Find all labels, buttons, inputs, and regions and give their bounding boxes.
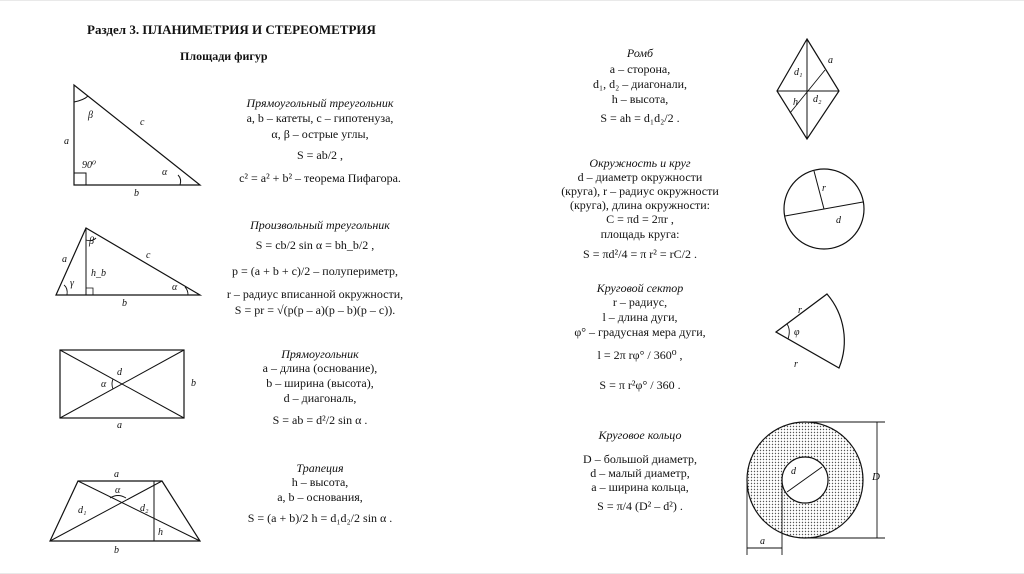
right-triangle-line-1: a, b – катеты, c – гипотенуза, bbox=[246, 111, 394, 125]
trapezoid-label-b: b bbox=[114, 545, 119, 556]
ring-label-a: a bbox=[760, 536, 765, 547]
sector-label-phi: φ bbox=[794, 327, 800, 338]
rectangle-label-alpha: α bbox=[101, 379, 107, 390]
sector-line-3: φ° – градусная мера дуги, bbox=[574, 325, 706, 339]
arbitrary-triangle-figure bbox=[50, 220, 210, 310]
sector-label-r1: r bbox=[798, 305, 802, 316]
rhombus-line-4: S = ah = d₁d₂/2 . bbox=[600, 111, 680, 125]
circle-line-2: (круга), r – радиус окружности bbox=[561, 184, 719, 198]
circle-label-d: d bbox=[836, 215, 841, 226]
arbitrary-triangle-line-4: S = pr = √(p(p – a)(p – b)(p – c)). bbox=[234, 303, 396, 317]
right-triangle-label-c: c bbox=[140, 117, 145, 128]
right-triangle-line-4: c² = a² + b² – теорема Пифагора. bbox=[239, 171, 401, 185]
rectangle-label-b: b bbox=[191, 378, 196, 389]
right-triangle-label-a: a bbox=[64, 136, 69, 147]
arbitrary-triangle-title: Произвольный треугольник bbox=[250, 218, 390, 232]
rhombus-title: Ромб bbox=[626, 46, 654, 60]
rhombus-line-2: d₁, d₂ – диагонали, bbox=[592, 77, 688, 91]
ring-line-4: S = π/4 (D² – d²) . bbox=[597, 499, 683, 513]
ring-figure bbox=[735, 410, 895, 560]
sector-label-r2: r bbox=[794, 359, 798, 370]
rectangle-figure bbox=[55, 345, 205, 435]
rectangle-line-3: d – диагональ, bbox=[283, 391, 357, 405]
sector-line-1: r – радиус, bbox=[612, 295, 668, 309]
trapezoid-label-d1: d₁ bbox=[78, 505, 87, 516]
arbitrary-triangle-line-2: p = (a + b + c)/2 – полупериметр, bbox=[231, 264, 398, 278]
rectangle-label-d: d bbox=[117, 367, 122, 378]
rectangle-line-1: a – длина (основание), bbox=[262, 361, 378, 375]
right-triangle-label-alpha: α bbox=[162, 167, 168, 178]
arbitrary-triangle-line-1: S = cb/2 sin α = bh_b/2 , bbox=[255, 238, 375, 252]
rectangle-line-4: S = ab = d²/2 sin α . bbox=[272, 413, 368, 427]
trapezoid-label-alpha: α bbox=[115, 485, 121, 496]
rectangle-line-2: b – ширина (высота), bbox=[266, 376, 374, 390]
sector-line-5: S = π r²φ° / 360 . bbox=[599, 378, 681, 392]
rhombus-label-d2: d₂ bbox=[813, 94, 822, 105]
right-triangle-title: Прямоугольный треугольник bbox=[246, 96, 394, 110]
trapezoid-label-h: h bbox=[158, 527, 163, 538]
trapezoid-line-2: a, b – основания, bbox=[277, 490, 363, 504]
circle-figure bbox=[780, 165, 870, 255]
trapezoid-figure bbox=[40, 465, 210, 555]
subtitle: Площади фигур bbox=[180, 49, 268, 63]
sector-line-4: l = 2π rφ° / 360⁰ , bbox=[597, 348, 683, 362]
circle-line-1: d – диаметр окружности bbox=[577, 170, 703, 184]
trapezoid-line-3: S = (a + b)/2 h = d₁d₂/2 sin α . bbox=[247, 511, 393, 525]
ring-label-D: D bbox=[872, 471, 880, 483]
arbitrary-triangle-label-beta: β bbox=[89, 236, 94, 247]
sector-title: Круговой сектор bbox=[596, 281, 684, 295]
arbitrary-triangle-label-hb: h_b bbox=[91, 268, 106, 279]
rhombus-label-d1: d₁ bbox=[794, 67, 803, 78]
arbitrary-triangle-label-b: b bbox=[122, 298, 127, 309]
circle-line-3: (круга), длина окружности: bbox=[569, 198, 711, 212]
arbitrary-triangle-label-gamma: γ bbox=[70, 278, 74, 289]
sector-figure bbox=[770, 290, 860, 380]
top-border bbox=[0, 0, 1024, 1]
circle-line-5: площадь круга: bbox=[600, 227, 680, 241]
trapezoid-label-d2: d₂ bbox=[140, 503, 149, 514]
section-title: Раздел 3. ПЛАНИМЕТРИЯ И СТЕРЕОМЕТРИЯ bbox=[87, 22, 376, 37]
rhombus-figure bbox=[770, 35, 850, 145]
rectangle-title: Прямоугольник bbox=[281, 347, 359, 361]
circle-label-r: r bbox=[822, 183, 826, 194]
sector-line-2: l – длина дуги, bbox=[602, 310, 678, 324]
rhombus-label-h: h bbox=[793, 97, 798, 108]
ring-line-2: d – малый диаметр, bbox=[590, 466, 690, 480]
trapezoid-line-1: h – высота, bbox=[291, 475, 349, 489]
rhombus-label-a: a bbox=[828, 55, 833, 66]
trapezoid-label-a: a bbox=[114, 469, 119, 480]
ring-label-d: d bbox=[791, 466, 796, 477]
arbitrary-triangle-line-3: r – радиус вписанной окружности, bbox=[226, 287, 404, 301]
rhombus-line-3: h – высота, bbox=[611, 92, 669, 106]
right-triangle-label-angle: 90⁰ bbox=[82, 160, 97, 171]
right-triangle-line-3: S = ab/2 , bbox=[296, 148, 344, 162]
circle-line-4: C = πd = 2πr , bbox=[606, 212, 674, 226]
circle-line-6: S = πd²/4 = π r² = rC/2 . bbox=[583, 247, 697, 261]
right-triangle-label-b: b bbox=[134, 188, 139, 199]
circle-title: Окружность и круг bbox=[589, 156, 691, 170]
arbitrary-triangle-label-a: a bbox=[62, 254, 67, 265]
ring-line-3: a – ширина кольца, bbox=[591, 480, 689, 494]
right-triangle-line-2: α, β – острые углы, bbox=[271, 127, 369, 141]
rectangle-label-a: a bbox=[117, 420, 122, 431]
arbitrary-triangle-label-c: c bbox=[146, 250, 151, 261]
rhombus-line-1: a – сторона, bbox=[609, 62, 671, 76]
ring-title: Круговое кольцо bbox=[598, 428, 682, 442]
arbitrary-triangle-label-alpha: α bbox=[172, 282, 178, 293]
trapezoid-title: Трапеция bbox=[296, 461, 344, 475]
right-triangle-figure bbox=[60, 80, 210, 199]
ring-line-1: D – большой диаметр, bbox=[583, 452, 697, 466]
right-triangle-label-beta: β bbox=[88, 110, 93, 121]
